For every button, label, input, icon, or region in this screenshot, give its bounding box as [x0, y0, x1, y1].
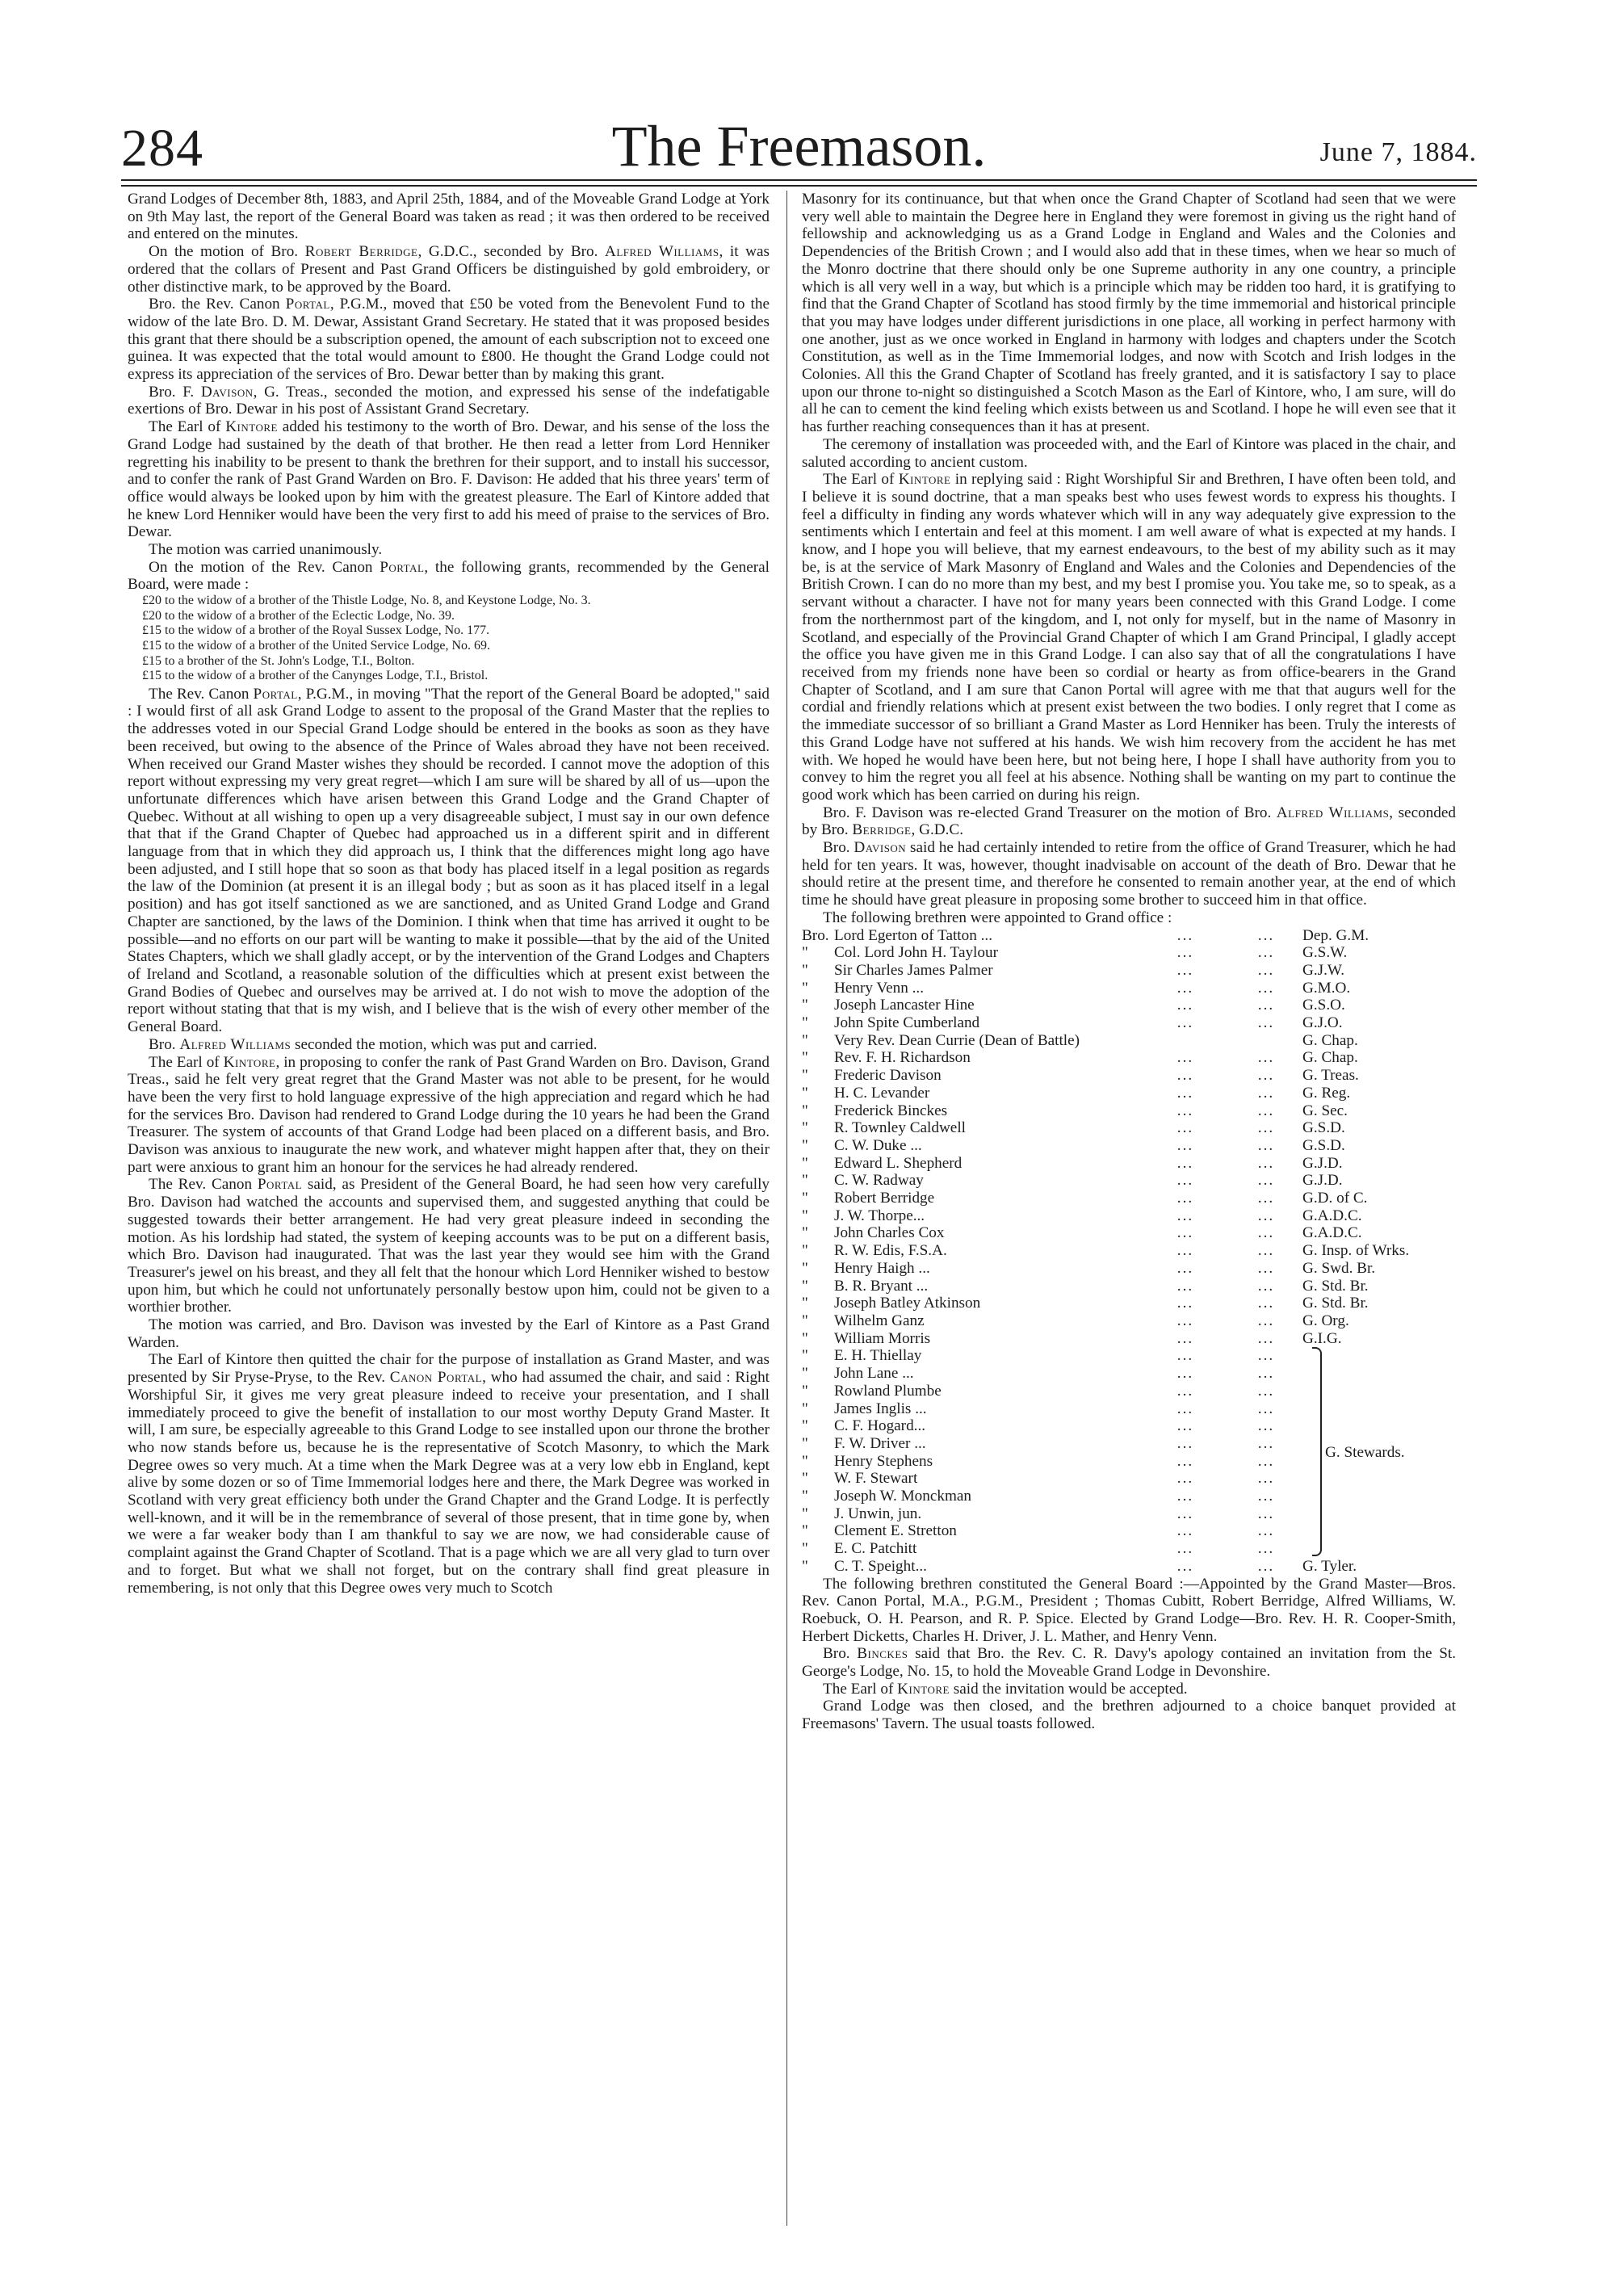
issue-date: June 7, 1884. [1319, 137, 1477, 167]
officer-row [802, 944, 1456, 962]
leader-dots: ... [1257, 1014, 1275, 1032]
officer-name: John Lane ... [834, 1365, 914, 1383]
office-title-blank [1302, 1400, 1456, 1418]
leader-dots: ... [1257, 1102, 1275, 1119]
officer-row [802, 1347, 1456, 1365]
officer-row [802, 1330, 1456, 1348]
leader-dots: ... [1176, 944, 1194, 962]
leader-dots: ... [1257, 1452, 1275, 1470]
officer-row [802, 927, 1456, 945]
office-title: G. Tyler. [1302, 1557, 1357, 1575]
officer-name: Joseph Lancaster Hine [834, 997, 975, 1014]
leader-dots: ... [1257, 1172, 1275, 1190]
prefix: " [802, 1329, 808, 1347]
leader-dots [1230, 1032, 1302, 1050]
grant-item: £20 to the widow of a brother of the Thistle Lodge, No. 8, and Keystone Lodge, No. 3. [142, 594, 591, 608]
officer-name: Frederick Binckes [834, 1102, 948, 1119]
prefix: " [802, 1190, 808, 1207]
office-title: G.M.O. [1302, 979, 1351, 997]
officer-name: Rowland Plumbe [834, 1382, 942, 1400]
office-title: G.S.D. [1302, 1136, 1345, 1154]
leader-dots: ... [1176, 1049, 1194, 1067]
paragraph: The following brethren constituted the General Board :—Appointed by the Grand Master—Bros. Rev. Canon Portal, M.A., P.G.M., President ; Thomas Cubitt, Robert Berridge, Alfred Williams, W. Roebuck, O. H. Pearson, and R. P. Spice. Elected by Grand Lodge—Bro. Rev. H. R. Cooper-Smith, Herbert Dicketts, Charles H. Driver, J. L. Mather, and Henry Venn. [802, 1575, 1456, 1645]
officer-row [802, 1383, 1456, 1400]
leader-dots: ... [1257, 1242, 1275, 1260]
leader-dots: ... [1257, 1136, 1275, 1154]
leader-dots: ... [1176, 1084, 1194, 1102]
office-title: G.J.W. [1302, 961, 1345, 979]
prefix: " [802, 1136, 808, 1154]
office-title: G.S.D. [1302, 1119, 1345, 1137]
leader-dots: ... [1176, 1452, 1194, 1470]
leader-dots: ... [1176, 997, 1194, 1014]
leader-dots: ... [1176, 1540, 1194, 1558]
officer-name: Joseph Batley Atkinson [834, 1295, 981, 1312]
prefix: " [802, 1207, 808, 1224]
prefix: " [802, 1049, 808, 1067]
officer-name: F. W. Driver ... [834, 1434, 926, 1452]
officer-name: C. W. Duke ... [834, 1136, 922, 1154]
paragraph: The Earl of Kintore, in proposing to confer the rank of Past Grand Warden on Bro. Davison, Grand Treas., said he felt very great regret that the Grand Master was not able to be present, for he would have been the very first to hold language expressive of the high appreciation and regard which he had for the services Bro. Davison had rendered to Grand Lodge during the 10 years he had been the Grand Treasurer. The system of accounts of that Grand Lodge had been placed on a different basis, and Bro. Davison was anxious to inaugurate the new work, and whatever might happen after that, they on their part were anxious to grant him an honour for the services he had already rendered. [128, 1053, 770, 1176]
leader-dots: ... [1257, 1295, 1275, 1312]
journal-title: The Freemason. [611, 114, 987, 178]
office-title: G. Treas. [1302, 1067, 1359, 1085]
officer-row [802, 1137, 1456, 1155]
leader-dots: ... [1176, 1295, 1194, 1312]
officer-row [802, 1032, 1456, 1050]
officer-row [802, 1242, 1456, 1260]
right-column [802, 191, 1456, 1733]
officer-name: E. C. Patchitt [834, 1540, 917, 1558]
prefix: " [802, 1312, 808, 1329]
paragraph: Bro. F. Davison was re-elected Grand Treasurer on the motion of Bro. Alfred Williams, seconded by Bro. Berridge, G.D.C. [802, 804, 1456, 839]
office-title: G.I.G. [1302, 1329, 1342, 1347]
office-title: G.J.D. [1302, 1154, 1343, 1172]
prefix: Bro. [802, 926, 829, 944]
officer-row [802, 1505, 1456, 1523]
grant-item: £15 to the widow of a brother of the Royal Sussex Lodge, No. 177. [142, 623, 490, 638]
grant-item: £15 to the widow of a brother of the United Service Lodge, No. 69. [142, 638, 491, 653]
leader-dots: ... [1257, 1557, 1275, 1575]
prefix: " [802, 1505, 808, 1522]
grants-list [142, 594, 770, 684]
paragraph: Masonry for its continuance, but that when once the Grand Chapter of Scotland had seen that we were very well able to maintain the Degree here in England they were foremost in giving us the right hand of fellowship and acknowledging us as a Grand Lodge in England and Wales and the Colonies and Dependencies of the British Crown ; and I would also add that in these times, when we hear so much of the Monro doctrine that there should only be one Supreme authority in any one country, a principle which is all very well in a way, but which is a principle which may be ridden too hard, it is gratifying to find that the Grand Chapter of Scotland has stood firmly by the time immemorial and historical principle that you may have lodges under different jurisdictions in one place, all working in perfect harmony with one another, just as we once worked in England in harmony with lodges and chapters under the Scotch Constitution, as well as in the Time Immemorial lodges, and now with Scotch and Irish lodges in the Colonies. All this the Grand Chapter of Scotland has freely granted, and it is satisfactory I say to place upon our throne to-night so distinguished a Scotch Mason as the Earl of Kintore, who, I am sure, will do all he can to cement the kind feeling which exists between us and Scotland. I hope he will even see that it has further reaching consequences than it has at present. [802, 191, 1456, 436]
officer-row [802, 1260, 1456, 1278]
officer-name: John Charles Cox [834, 1224, 945, 1242]
leader-dots: ... [1176, 1557, 1194, 1575]
paragraph: The motion was carried, and Bro. Davison was invested by the Earl of Kintore as a Past Grand Warden. [128, 1316, 770, 1351]
leader-dots: ... [1176, 1329, 1194, 1347]
officer-row [802, 1400, 1456, 1418]
officer-name: B. R. Bryant ... [834, 1277, 929, 1295]
leader-dots: ... [1257, 1470, 1275, 1488]
prefix: " [802, 1365, 808, 1383]
officer-name: Sir Charles James Palmer [834, 961, 993, 979]
prefix: " [802, 1347, 808, 1365]
prefix: " [802, 1295, 808, 1312]
officer-name: Col. Lord John H. Taylour [834, 944, 998, 962]
officer-name: Joseph W. Monckman [834, 1488, 972, 1505]
prefix: " [802, 1031, 808, 1049]
paragraph: Bro. F. Davison, G. Treas., seconded the motion, and expressed his sense of the indefatigable exertions of Bro. Dewar in his post of Assistant Grand Secretary. [128, 383, 770, 418]
leader-dots: ... [1176, 1417, 1194, 1435]
officer-row [802, 1488, 1456, 1505]
officer-name: William Morris [834, 1329, 931, 1347]
office-title-blank [1302, 1540, 1456, 1558]
leader-dots: ... [1257, 926, 1275, 944]
prefix: " [802, 979, 808, 997]
officer-name: C. F. Hogard... [834, 1417, 926, 1435]
officer-name: R. Townley Caldwell [834, 1119, 966, 1137]
officer-name: Henry Stephens [834, 1452, 933, 1470]
leader-dots: ... [1257, 1488, 1275, 1505]
paragraph: The motion was carried unanimously. [149, 541, 383, 559]
leader-dots: ... [1176, 926, 1194, 944]
leader-dots: ... [1176, 1522, 1194, 1540]
officer-row [802, 1365, 1456, 1383]
prefix: " [802, 997, 808, 1014]
officer-name: Lord Egerton of Tatton ... [834, 926, 992, 944]
officer-row [802, 1067, 1456, 1085]
officer-row [802, 962, 1456, 980]
officer-row [802, 1190, 1456, 1207]
prefix: " [802, 1172, 808, 1190]
paragraph: The Rev. Canon Portal, P.G.M., in moving "That the report of the General Board be adopted," said : I would first of all ask Grand Lodge to assent to the proposal of the Grand Master that the replies to the addresses voted in our Special Grand Lodge should be entered in the books as soon as they have been received, but owing to the absence of the Prince of Wales abroad they have not been received. When received our Grand Master wishes they should be recorded. I cannot move the adoption of this report without expressing my very great regret—which I am sure will be shared by all of us—upon the unfortunate differences which have arisen between this Grand Lodge and the Grand Chapter of Quebec. Without at all wishing to open up a very disagreeable subject, I must say in our own defence that that if the Grand Chapter of Quebec had approached us in a different spirit and in different language from that in which they did approach us, I think that the differences might long ago have been adjusted, and I still hope that so soon as that body has placed itself in a legal position as regards the law of the Dominion (at present it is an illegal body ; but as soon as it has placed itself in a legal position) and has got itself sanctioned as we are sanctioned, and as United Grand Lodge and Grand Chapter are sanctioned, by the laws of the Dominion. I think when that time has arrived it ought to be possible—and no efforts on our part will be wanting to make it possible—that by the aid of the United States Chapters, which we shall gladly accept, or by the intervention of the Grand Lodges and Chapters of Ireland and Scotland, a reasonable solution of the difficulties which at present exist between the Grand Bodies of Quebec and ourselves may be arrived at. I do not wish to move the adoption of the report without stating that that is my wish, and I believe that is the wish of every other member of the General Board. [128, 685, 770, 1036]
prefix: " [802, 1522, 808, 1540]
left-column [128, 191, 770, 1597]
leader-dots: ... [1176, 961, 1194, 979]
leader-dots: ... [1176, 1365, 1194, 1383]
leader-dots: ... [1257, 1259, 1275, 1277]
masthead-rule-bottom [121, 185, 1477, 187]
leader-dots: ... [1176, 1067, 1194, 1085]
officer-name: J. Unwin, jun. [834, 1505, 922, 1522]
officer-name: Robert Berridge [834, 1190, 935, 1207]
leader-dots: ... [1257, 1505, 1275, 1522]
office-title: G. Insp. of Wrks. [1302, 1242, 1410, 1260]
office-title-blank [1302, 1365, 1456, 1383]
leader-dots: ... [1257, 1277, 1275, 1295]
officer-row [802, 1522, 1456, 1540]
page-number: 284 [121, 119, 203, 178]
office-title-blank [1302, 1470, 1456, 1488]
leader-dots: ... [1176, 1382, 1194, 1400]
office-title: G.A.D.C. [1302, 1224, 1362, 1242]
office-title: G. Reg. [1302, 1084, 1351, 1102]
prefix: " [802, 944, 808, 962]
officer-name: James Inglis ... [834, 1400, 927, 1417]
leader-dots: ... [1176, 1470, 1194, 1488]
prefix: " [802, 1119, 808, 1137]
leader-dots: ... [1257, 944, 1275, 962]
prefix: " [802, 1242, 808, 1260]
prefix: " [802, 1067, 808, 1085]
paragraph: The Rev. Canon Portal said, as President of the General Board, he had seen how very carefully Bro. Davison had watched the accounts and supervised them, and suggested anything that could be suggested towards their better arrangement. He had very great pleasure indeed in seconding the motion. As his lordship had stated, the system of keeping accounts was to be put on a different basis, which Bro. Davison had inaugurated. That was the last year they would see him with the Grand Treasurer's jewel on his breast, and they all felt that the honour which Lord Henniker wished to bestow upon him, but which he could not unfortunately personally bestow upon him, could not be given to a worthier brother. [128, 1176, 770, 1316]
masthead-rule-top [121, 179, 1477, 181]
officer-name: Rev. F. H. Richardson [834, 1049, 971, 1067]
officer-name: Edward L. Shepherd [834, 1154, 963, 1172]
leader-dots: ... [1257, 1329, 1275, 1347]
leader-dots: ... [1176, 1154, 1194, 1172]
leader-dots: ... [1257, 1067, 1275, 1085]
paragraph: Grand Lodge was then closed, and the brethren adjourned to a choice banquet provided at Freemasons' Tavern. The usual toasts followed. [802, 1698, 1456, 1733]
paragraph: The Earl of Kintore added his testimony to the worth of Bro. Dewar, and his sense of the loss the Grand Lodge had sustained by the death of that brother. He then read a letter from Lord Henniker regretting his inability to be present to thank the brethren for their support, and to install his successor, and to confer the rank of Past Grand Warden on Bro. F. Davison: He added that his three years' term of office would always be looked upon by him with the greatest pleasure. The Earl of Kintore added that he knew Lord Henniker would have been the very first to add his meed of praise to the services of Bro. Dewar. [128, 418, 770, 541]
paragraph: The Earl of Kintore in replying said : Right Worshipful Sir and Brethren, I have often been told, and I believe it is sound doctrine, that a man speaks best who uses fewest words to express his thoughts. I feel a difficulty in finding any words whatever which will in any way adequately give expression to the sentiments which I entertain and feel at this moment. I am well aware of what is expected at my hands. I know, and I hope you will believe, that my earnest endeavours, to the best of my ability such as it may be, is at the service of Mark Masonry of England and Wales and the Colonies and Dependencies of the British Crown. I can do no more than my best, and my best I promise you. You take me, so to speak, as a servant without a character. I have not for many years been connected with this Grand Lodge. I come from the northernmost part of the kingdom, and I, not only for myself, but in the name of Masonry in Scotland, and especially of the Provincial Grand Chapter of which I am Grand Principal, I gladly accept the office you have given me in this Grand Lodge. I can also say that of all the congratulations I have received from my friends none have been so cordial or hearty as from office-bearers in the Grand Chapter of Scotland, and I am sure that Canon Portal will agree with me that that augurs well for the cordial and friendly relations which at present exist between the two bodies. I only regret that I come as the immediate successor of so brilliant a Grand Master as Lord Henniker has been. Truly the interests of this Grand Lodge have not suffered at his hands. We wish him recovery from the accident he has met with. We hoped he would have been here, but not being here, I hope I shall have authority from you to convey to him the regret you all feel at his absence. Nothing shall be wanting on my part to continue the good work which has been carried on during his reign. [802, 471, 1456, 804]
prefix: " [802, 961, 808, 979]
prefix: " [802, 1277, 808, 1295]
office-title: G.J.O. [1302, 1014, 1343, 1032]
prefix: " [802, 1488, 808, 1505]
paragraph: Bro. Binckes said that Bro. the Rev. C. R. Davy's apology contained an invitation from the St. George's Lodge, No. 15, to hold the Moveable Grand Lodge in Devonshire. [802, 1645, 1456, 1681]
officer-row [802, 980, 1456, 997]
leader-dots: ... [1257, 1400, 1275, 1417]
leader-dots: ... [1257, 1119, 1275, 1137]
prefix: " [802, 1452, 808, 1470]
officer-row [802, 1417, 1456, 1435]
grant-item: £15 to a brother of the St. John's Lodge, T.I., Bolton. [142, 653, 415, 668]
stewards-group [802, 1347, 1456, 1557]
officer-name: Very Rev. Dean Currie (Dean of Battle) [834, 1031, 1080, 1049]
leader-dots: ... [1257, 1417, 1275, 1435]
leader-dots: ... [1257, 1084, 1275, 1102]
prefix: " [802, 1400, 808, 1417]
office-title-blank [1302, 1383, 1456, 1400]
paragraph: Bro. the Rev. Canon Portal, P.G.M., moved that £50 be voted from the Benevolent Fund to the widow of the late Bro. D. M. Dewar, Assistant Grand Secretary. He stated that it was proposed besides this grant that there should be a subscription opened, the amount of each subscription not to exceed one guinea. It was expected that the total would amount to £800. He thought the Grand Lodge could not express its appreciation of the services of Bro. Dewar better than by making this grant. [128, 296, 770, 384]
prefix: " [802, 1470, 808, 1488]
grant-item: £15 to the widow of a brother of the Canynges Lodge, T.I., Bristol. [142, 669, 489, 683]
paragraph: On the motion of the Rev. Canon Portal, the following grants, recommended by the General Board, were made : [128, 558, 770, 594]
grand-officers-table [802, 927, 1456, 1348]
prefix: " [802, 1154, 808, 1172]
officer-row [802, 1085, 1456, 1102]
officer-name: Clement E. Stretton [834, 1522, 957, 1540]
office-title: G. Chap. [1302, 1049, 1358, 1067]
officer-name: E. H. Thiellay [834, 1347, 922, 1365]
leader-dots: ... [1176, 1400, 1194, 1417]
office-title: G. Swd. Br. [1302, 1259, 1376, 1277]
officer-row [802, 1558, 1456, 1576]
prefix: " [802, 1382, 808, 1400]
prefix: " [802, 1224, 808, 1242]
officer-name: C. T. Speight... [834, 1557, 927, 1575]
grant-item: £20 to the widow of a brother of the Eclectic Lodge, No. 39. [142, 608, 455, 623]
leader-dots: ... [1257, 997, 1275, 1014]
leader-dots: ... [1257, 1347, 1275, 1365]
leader-dots: ... [1176, 1224, 1194, 1242]
paragraph: Grand Lodges of December 8th, 1883, and April 25th, 1884, and of the Moveable Grand Lodge at York on 9th May last, the report of the General Board was taken as read ; it was then ordered to be received and entered on the minutes. [128, 191, 770, 243]
officer-name: Henry Venn ... [834, 979, 925, 997]
leader-dots: ... [1257, 1190, 1275, 1207]
officer-row [802, 1278, 1456, 1295]
tyler-table [802, 1558, 1456, 1576]
paragraph: The Earl of Kintore then quitted the chair for the purpose of installation as Grand Master, and was presented by Sir Pryse-Pryse, to the Rev. Canon Portal, who had assumed the chair, and said : Right Worshipful Sir, it gives me very great pleasure indeed to receive your presentation, and I shall immediately proceed to give the benefit of installation to our most worthy Deputy Grand Master. It will, I am sure, be especially agreeable to this Grand Lodge to see installed upon our throne the brother who now stands before us, because he is the representative of Scotch Masonry, to which the Mark Degree owes so very much. At a time when the Mark Degree was at a very low ebb in England, kept alive by some dozen or so of Time Immemorial lodges here and there, the Mark Degree was worked in Scotland with very great efficiency both under the Grand Chapter and the Grand Lodge. It is perfectly well-known, and it will be in the remembrance of several of those present, that in time gone by, when we were a far weaker body than I am thankful to say we are now, we had considerable cause of complaint against the Grand Chapter of Scotland. That is a page which we are all very glad to turn over and to forget. But what we shall not forget, but on the contrary shall find great pleasure in remembering, is not only that this Degree owes very much to Scotch [128, 1351, 770, 1597]
leader-dots: ... [1176, 1277, 1194, 1295]
officer-row [802, 1049, 1456, 1067]
leader-dots: ... [1176, 1190, 1194, 1207]
officer-name: Frederic Davison [834, 1067, 942, 1085]
leader-dots: ... [1257, 1154, 1275, 1172]
leader-dots: ... [1176, 1242, 1194, 1260]
office-title-blank [1302, 1505, 1456, 1523]
column-divider [786, 191, 787, 2226]
prefix: " [802, 1259, 808, 1277]
officer-row [802, 1312, 1456, 1330]
leader-dots: ... [1176, 1014, 1194, 1032]
prefix: " [802, 1102, 808, 1119]
paragraph: The following brethren were appointed to Grand office : [823, 909, 1172, 926]
leader-dots: ... [1257, 1540, 1275, 1558]
prefix: " [802, 1557, 808, 1575]
leader-dots: ... [1176, 1347, 1194, 1365]
leader-dots: ... [1257, 979, 1275, 997]
office-title: G.S.W. [1302, 944, 1348, 962]
leader-dots: ... [1176, 1312, 1194, 1329]
officer-name: Henry Haigh ... [834, 1259, 930, 1277]
office-title: G. Std. Br. [1302, 1295, 1369, 1312]
office-title-blank [1302, 1522, 1456, 1540]
officer-row [802, 1295, 1456, 1312]
prefix: " [802, 1434, 808, 1452]
leader-dots: ... [1176, 1488, 1194, 1505]
prefix: " [802, 1014, 808, 1032]
stewards-brace [1312, 1347, 1322, 1555]
masthead [121, 113, 1477, 186]
officer-row [802, 1014, 1456, 1032]
officer-row [802, 1172, 1456, 1190]
office-title: G. Chap. [1302, 1031, 1358, 1049]
office-title-blank [1302, 1347, 1456, 1365]
leader-dots: ... [1176, 1434, 1194, 1452]
officer-name: J. W. Thorpe... [834, 1207, 925, 1224]
leader-dots: ... [1176, 979, 1194, 997]
leader-dots [1141, 1032, 1230, 1050]
leader-dots: ... [1257, 961, 1275, 979]
leader-dots: ... [1257, 1365, 1275, 1383]
officer-row [802, 1119, 1456, 1137]
prefix: " [802, 1540, 808, 1558]
prefix: " [802, 1084, 808, 1102]
paragraph: Bro. Davison said he had certainly intended to retire from the office of Grand Treasurer, which he had held for ten years. It was, however, thought inadvisable on account of the death of Bro. Dewar that he should retire at the present time, and therefore he consented to remain another year, at the end of which time he should have great pleasure in proposing some brother to succeed him in that office. [802, 839, 1456, 909]
office-title: G. Sec. [1302, 1102, 1348, 1119]
officer-row [802, 1540, 1456, 1558]
leader-dots: ... [1257, 1522, 1275, 1540]
officer-row [802, 1470, 1456, 1488]
leader-dots: ... [1257, 1207, 1275, 1224]
leader-dots: ... [1176, 1207, 1194, 1224]
office-title: G.A.D.C. [1302, 1207, 1362, 1224]
leader-dots: ... [1257, 1049, 1275, 1067]
office-title: Dep. G.M. [1302, 926, 1369, 944]
leader-dots: ... [1257, 1382, 1275, 1400]
paragraph: The Earl of Kintore said the invitation would be accepted. [823, 1680, 1188, 1698]
officer-row [802, 1102, 1456, 1120]
office-title: G.J.D. [1302, 1172, 1343, 1190]
officer-name: R. W. Edis, F.S.A. [834, 1242, 947, 1260]
paragraph: The ceremony of installation was proceeded with, and the Earl of Kintore was placed in the chair, and saluted according to ancient custom. [802, 435, 1456, 471]
paragraph: On the motion of Bro. Robert Berridge, G.D.C., seconded by Bro. Alfred Williams, it was ordered that the collars of Present and Past Grand Officers be distinguished by gold embroidery, or other distinctive mark, to be approved by the Board. [128, 243, 770, 296]
office-title: G.S.O. [1302, 997, 1345, 1014]
office-title-blank [1302, 1417, 1456, 1435]
officer-name: W. F. Stewart [834, 1470, 918, 1488]
leader-dots: ... [1176, 1505, 1194, 1522]
leader-dots: ... [1176, 1172, 1194, 1190]
officer-row [802, 1207, 1456, 1225]
paragraph: Bro. Alfred Williams seconded the motion, which was put and carried. [149, 1035, 598, 1053]
office-title: G.D. of C. [1302, 1190, 1368, 1207]
prefix: " [802, 1417, 808, 1435]
leader-dots: ... [1257, 1224, 1275, 1242]
leader-dots: ... [1176, 1102, 1194, 1119]
officer-name: H. C. Levander [834, 1084, 930, 1102]
office-title-blank [1302, 1488, 1456, 1505]
leader-dots: ... [1176, 1136, 1194, 1154]
officer-row [802, 1155, 1456, 1173]
office-title: G. Std. Br. [1302, 1277, 1369, 1295]
leader-dots: ... [1176, 1259, 1194, 1277]
officer-name: C. W. Radway [834, 1172, 924, 1190]
stewards-label: G. Stewards. [1325, 1443, 1405, 1461]
officer-row [802, 997, 1456, 1014]
officer-name: Wilhelm Ganz [834, 1312, 925, 1329]
officer-name: John Spite Cumberland [834, 1014, 980, 1032]
office-title: G. Org. [1302, 1312, 1349, 1329]
leader-dots: ... [1257, 1434, 1275, 1452]
leader-dots: ... [1257, 1312, 1275, 1329]
officer-row [802, 1224, 1456, 1242]
leader-dots: ... [1176, 1119, 1194, 1137]
